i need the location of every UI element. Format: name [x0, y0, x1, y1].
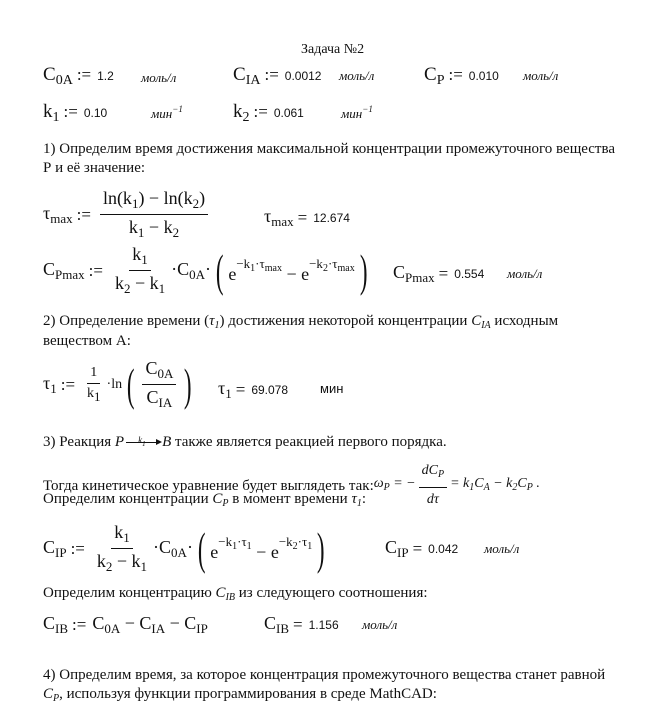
param-k1: $k_1$ := 0.10: [43, 101, 108, 125]
result-cp-max-value: 0.554: [454, 267, 485, 281]
result-tau-max: $\tau_{max}$ = 12.674: [264, 206, 350, 229]
result-cip-value: 0.042: [428, 542, 459, 556]
result-cib-value: 1.156: [308, 618, 339, 632]
param-c0a: $C_{0A}$ := 1.2: [43, 64, 114, 88]
result-cip-unit: моль/л: [484, 541, 520, 556]
section-1-text-line1: 1) Определим время достижения максимальной концентрации промежуточного вещества: [43, 141, 616, 157]
reaction-arrow-icon: $k_1$: [126, 442, 160, 443]
param-c0a-value: 1.2: [97, 69, 114, 83]
param-cp-value: 0.010: [468, 69, 499, 83]
param-k2-value: 0.061: [273, 106, 304, 120]
param-cp: $C_P$ := 0.010: [424, 64, 499, 88]
param-c0a-unit: моль/л: [141, 70, 177, 85]
result-tau1-unit: мин: [320, 381, 344, 396]
section-1-text-line2: Р и её значение:: [43, 160, 146, 176]
param-k1-value: 0.10: [83, 106, 108, 120]
section-3-text-line4: Определим концентрацию $C_{IB}$ из следующего соотношения:: [43, 585, 428, 603]
param-cp-unit: моль/л: [523, 68, 559, 83]
param-cia-unit: моль/л: [339, 68, 375, 83]
section-2-text-line1: 2) Определение времени $(\tau_1)$ достижения некоторой концентрации $C_{IA}$ исходным: [43, 313, 559, 331]
result-cp-max-unit: моль/л: [507, 266, 543, 281]
section-4-text-line1: 4) Определим время, за которое концентрация промежуточного вещества станет равной: [43, 667, 606, 683]
formula-cp-max: $C_{Pmax}$ := $\frac{k_1}{k_2 - k_1}$ $\cdot C_{0A}\cdot$ ( $e^{-k_1\cdot\tau_{max}} - e^{-k_2\cdot\tau_{max}}$ ): [43, 244, 368, 296]
formula-tau-max: $\tau_{max}$ := $\frac{\ln(k_1) - \ln(k_2)}{k_1 - k_2}$: [43, 188, 211, 241]
param-k2: $k_2$ := 0.061: [233, 101, 304, 125]
section-3-text-line1: 3) Реакция P $k_1$ B также является реакцией первого порядка.: [43, 434, 447, 450]
result-cip: $C_{IP}$ = 0.042: [385, 537, 459, 560]
param-k1-unit: мин$^{-1}$: [151, 104, 183, 121]
result-tau1-value: 69.078: [251, 383, 289, 397]
result-cib: $C_{IB}$ = 1.156: [264, 613, 339, 636]
section-2-text-line2: веществом А:: [43, 333, 131, 349]
section-3-text-line2: Тогда кинетическое уравнение будет выглядеть так: $\omega_P$ = − $\frac{dC_P}{d\tau}$ = $k_1C_A - k_2C_P$ .: [43, 463, 540, 507]
formula-cip: $C_{IP}$ := $\frac{k_1}{k_2 - k_1}$ $\cdot C_{0A}\cdot$ ( $e^{-k_1\cdot\tau_1} - e^{-k_2\cdot\tau_1}$ ): [43, 522, 325, 574]
result-tau-max-value: 12.674: [313, 211, 350, 225]
formula-tau1: $\tau_1$ := $\frac{1}{k_1}$ ·ln ( $\frac{C_{0A}}{C_{IA}}$ ): [43, 358, 192, 410]
document-title: Задача №2: [301, 42, 365, 57]
param-cia-value: 0.0012: [284, 69, 322, 83]
section-3-text-line3: Определим концентрации $C_P$ в момент времени $\tau_1$:: [43, 491, 366, 509]
param-cia: $C_{IA}$ := 0.0012: [233, 64, 322, 88]
result-cib-unit: моль/л: [362, 617, 398, 632]
result-cp-max: $C_{Pmax}$ = 0.554: [393, 262, 485, 285]
result-tau1: $\tau_1$ = 69.078: [218, 378, 289, 401]
section-4-text-line2: $C_P$, используя функции программирования в среде MathCAD:: [43, 686, 437, 704]
param-k2-unit: мин$^{-1}$: [341, 104, 373, 121]
formula-cib: $C_{IB}$ := $C_{0A} - C_{IA} - C_{IP}$: [43, 613, 208, 636]
